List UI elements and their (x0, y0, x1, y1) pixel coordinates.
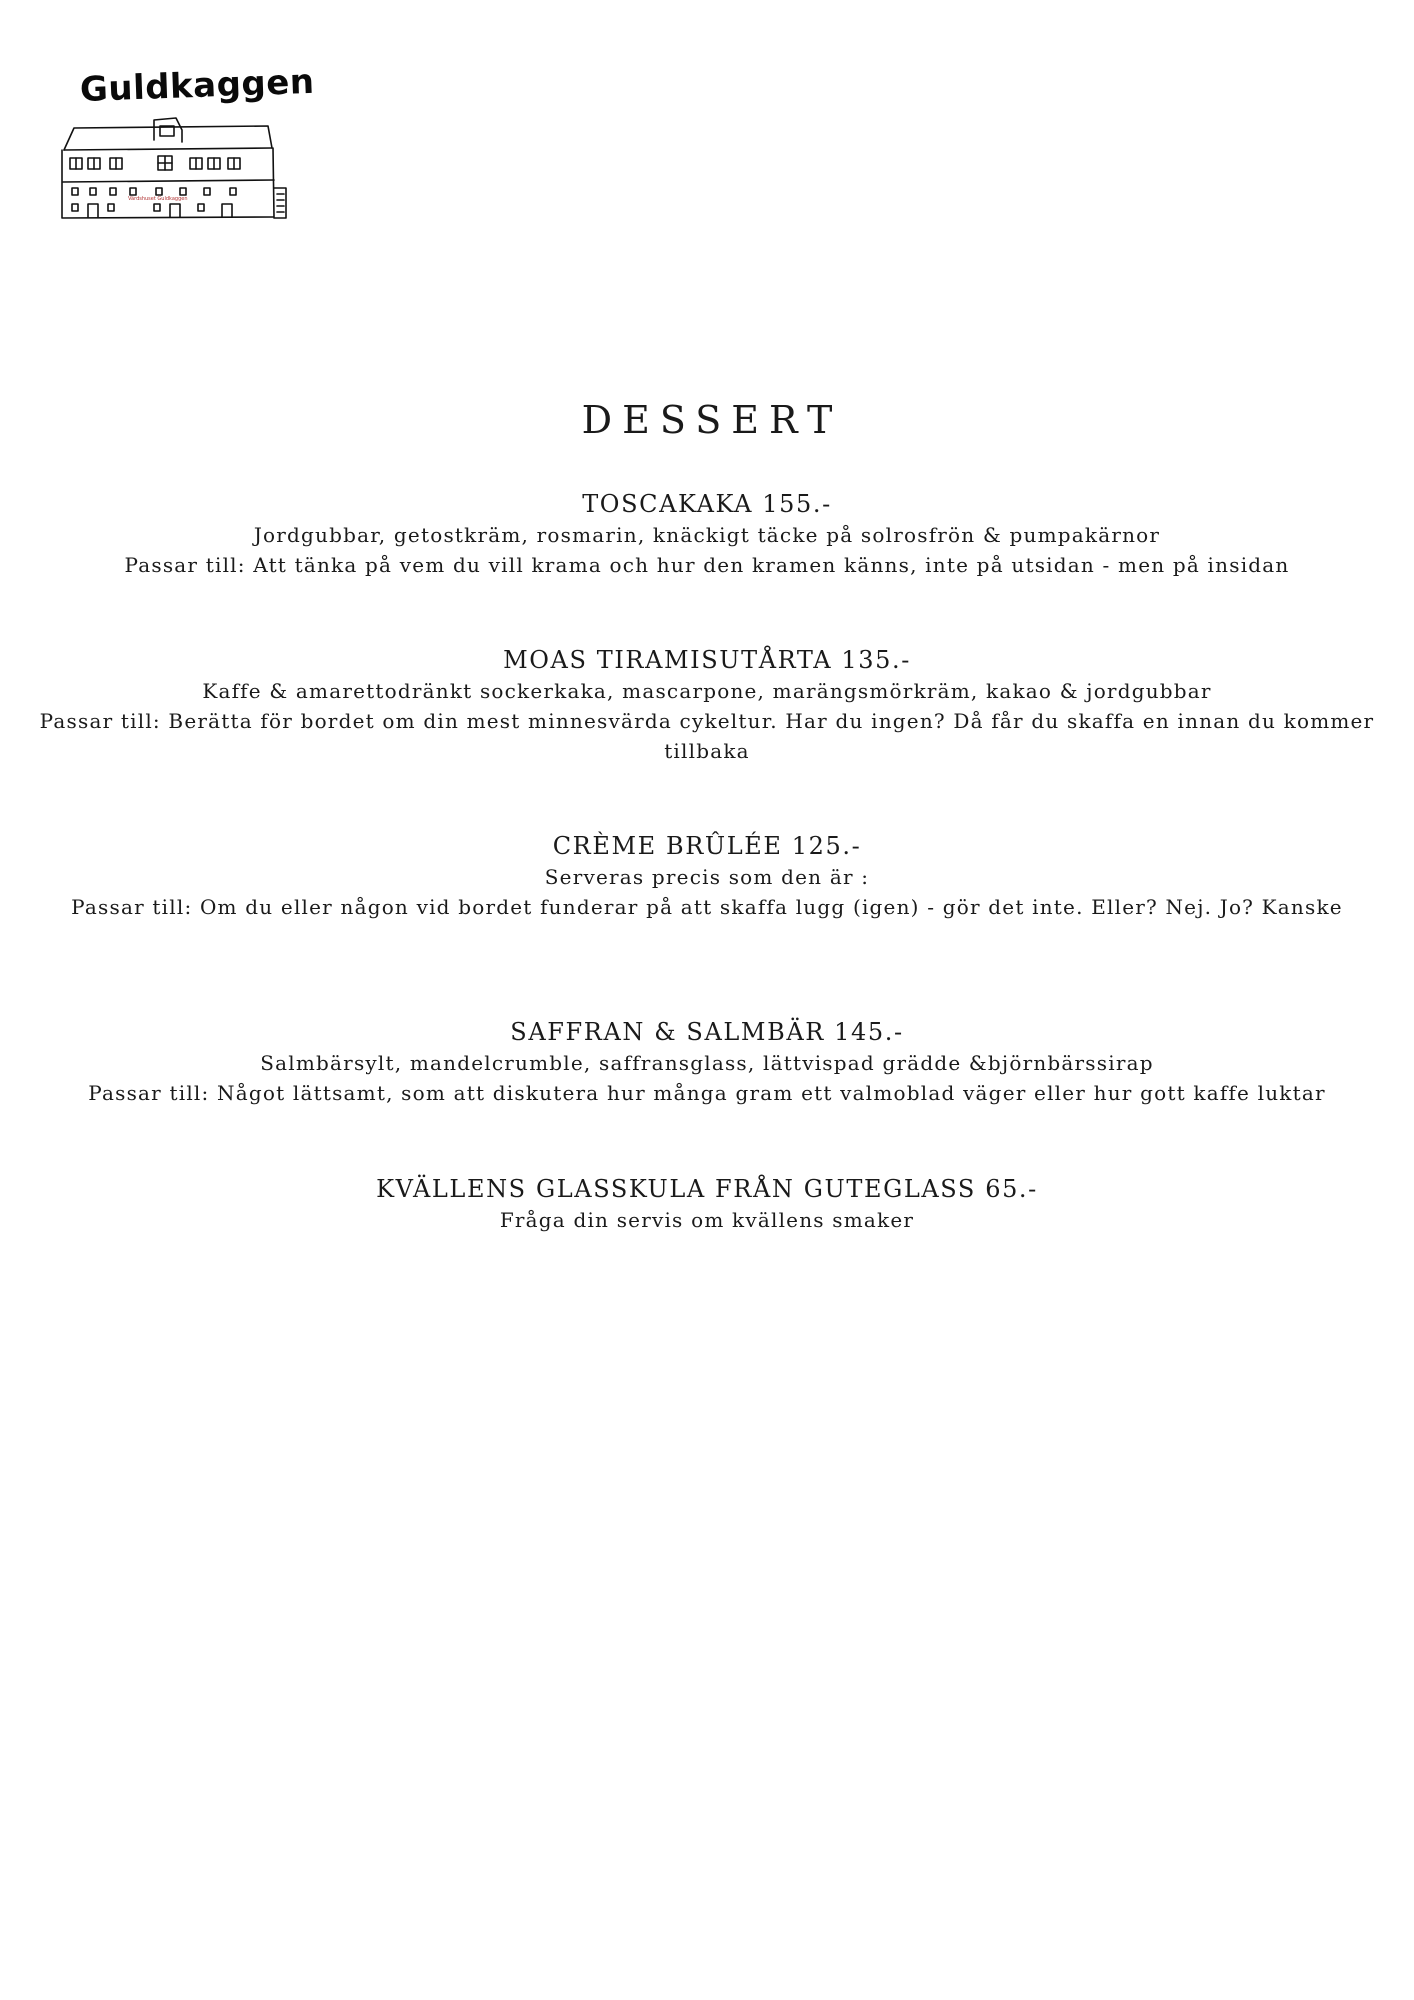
menu-item-tiramisu (0, 644, 1414, 766)
menu-item-saffran-salmbar (0, 1016, 1414, 1108)
item-name: MOAS TIRAMISUTÅRTA 135.- (503, 646, 911, 674)
item-description: Salmbärsylt, mandelcrumble, saffransglass, lättvispad grädde &björnbärssirap (260, 1051, 1154, 1075)
item-description: Fråga din servis om kvällens smaker (499, 1208, 915, 1232)
item-pairing: Passar till: Om du eller någon vid bordet funderar på att skaffa lugg (igen) - gör det inte. Eller? Nej. Jo? Kanske (71, 895, 1343, 919)
item-pairing: Passar till: Att tänka på vem du vill krama och hur den kramen känns, inte på utsidan - men på insidan (124, 553, 1290, 577)
item-description: Kaffe & amarettodränkt sockerkaka, mascarpone, marängsmörkräm, kakao & jordgubbar (202, 679, 1212, 703)
menu-item-glasskula (0, 1173, 1414, 1235)
menu-item-toscakaka (0, 488, 1414, 580)
restaurant-logo (58, 61, 316, 230)
menu-item-creme-brulee (0, 830, 1414, 922)
item-description: Jordgubbar, getostkräm, rosmarin, knäckigt täcke på solrosfrön & pumpakärnor (253, 523, 1161, 547)
menu-title: DESSERT (581, 398, 843, 442)
item-name: CRÈME BRÛLÉE 125.- (552, 832, 862, 860)
building-sign: Värdshuset Guldkaggen (128, 196, 188, 202)
item-name: SAFFRAN & SALMBÄR 145.- (510, 1018, 904, 1046)
item-name: KVÄLLENS GLASSKULA FRÅN GUTEGLASS 65.- (376, 1175, 1038, 1203)
item-name: TOSCAKAKA 155.- (582, 490, 832, 518)
item-pairing: Passar till: Något lättsamt, som att diskutera hur många gram ett valmoblad väger eller hur gott kaffe luktar (88, 1081, 1326, 1105)
logo-wordmark: Guldkaggen (79, 61, 316, 110)
item-description: Serveras precis som den är : (544, 865, 870, 889)
item-pairing: Passar till: Berätta för bordet om din mest minnesvärda cykeltur. Har du ingen? Då får du skaffa en innan du kommer tillbaka (39, 709, 1375, 763)
